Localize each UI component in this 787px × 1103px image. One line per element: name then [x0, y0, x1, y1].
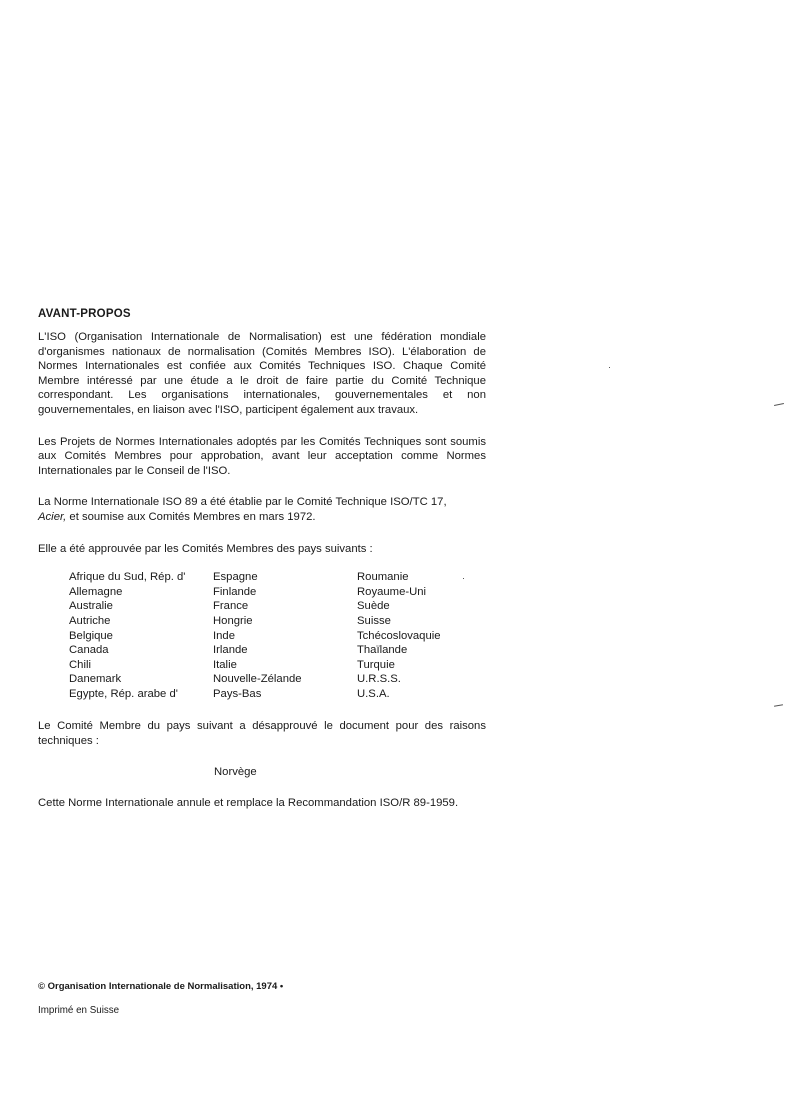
country-item: Nouvelle-Zélande [213, 673, 302, 686]
country-item: Afrique du Sud, Rép. d' [69, 571, 186, 584]
scan-mark [463, 578, 464, 579]
copyright-notice: © Organisation Internationale de Normalisation, 1974 • [38, 981, 284, 992]
scan-mark [609, 367, 610, 368]
country-item: France [213, 600, 249, 613]
country-item: Belgique [69, 629, 113, 642]
country-list [69, 570, 486, 701]
country-item: Inde [213, 629, 235, 642]
paragraph-iso-intro: L'ISO (Organisation Internationale de Normalisation) est une fédération mondiale d'organismes nationaux de normalisation (Comités Membres ISO). L'élaboration de Normes Internationales est confiée aux Comités Techniques ISO. Chaque Comité Membre intéressé par une étude a le droit de faire partie du Comité Technique correspondant. Les organisations internationales, gouvernementales et non gouvernementales, en liaison avec l'ISO, participent également aux travaux. [38, 331, 486, 416]
country-item: Egypte, Rép. arabe d' [69, 687, 178, 700]
disapproving-country: Norvège [214, 765, 257, 778]
scan-mark [774, 403, 784, 406]
country-item: Finlande [213, 585, 257, 598]
paragraph-draft-approval: Les Projets de Normes Internationales adoptés par les Comités Techniques sont soumis aux Comités Membres pour approbation, avant leur acceptation comme Normes Internationales par le Conseil de l'ISO. [38, 435, 486, 477]
foreword-section [38, 308, 486, 827]
paragraph-standard-origin [38, 495, 486, 524]
country-item: Espagne [213, 571, 258, 584]
paragraph-replaces: Cette Norme Internationale annule et remplace la Recommandation ISO/R 89-1959. [38, 796, 459, 809]
country-item: Turquie [357, 658, 395, 671]
country-item: Irlande [213, 644, 248, 657]
country-item: Suisse [357, 614, 391, 627]
country-item: Canada [69, 644, 109, 657]
country-item: Autriche [69, 614, 111, 627]
country-item: U.S.A. [357, 687, 390, 700]
country-item: Tchécoslovaquie [357, 629, 441, 642]
country-column-3 [357, 570, 487, 701]
country-item: U.R.S.S. [357, 673, 401, 686]
country-item: Suède [357, 600, 390, 613]
country-item: Roumanie [357, 571, 409, 584]
country-item: Chili [69, 658, 91, 671]
paragraph-approved-by: Elle a été approuvée par les Comités Membres des pays suivants : [38, 542, 373, 555]
country-item: Thaïlande [357, 644, 408, 657]
committee-subject: Acier, [38, 510, 67, 523]
country-item: Danemark [69, 673, 122, 686]
country-column-2 [213, 570, 357, 701]
section-heading: AVANT-PROPOS [38, 308, 131, 320]
country-item: Italie [213, 658, 237, 671]
origin-text-start: La Norme Internationale ISO 89 a été établie par le Comité Technique ISO/TC 17, [38, 496, 447, 509]
country-item: Royaume-Uni [357, 585, 427, 598]
country-column-1 [69, 570, 213, 701]
scan-mark [774, 704, 783, 707]
origin-text-end: et soumise aux Comités Membres en mars 1972. [69, 510, 316, 523]
country-item: Australie [69, 600, 113, 613]
country-item: Pays-Bas [213, 687, 262, 700]
paragraph-disapproval: Le Comité Membre du pays suivant a désapprouvé le document pour des raisons techniques : [38, 720, 486, 748]
country-item: Allemagne [69, 585, 123, 598]
printed-in-notice: Imprimé en Suisse [38, 1005, 120, 1016]
country-item: Hongrie [213, 614, 253, 627]
